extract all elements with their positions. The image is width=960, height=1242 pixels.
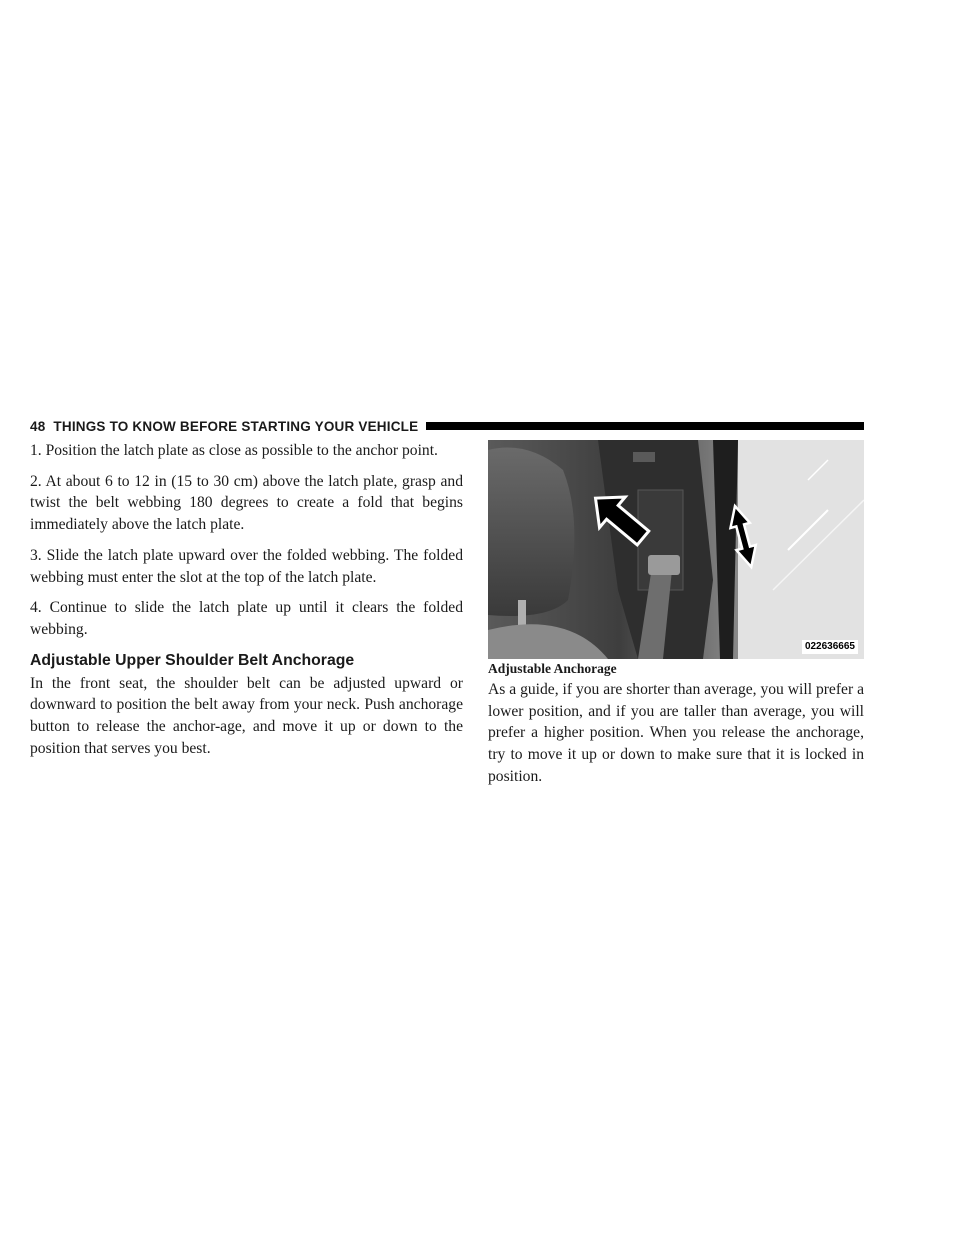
step-3: 3. Slide the latch plate upward over the folded webbing. The folded webbing must enter the slot at the top of the latch plate. — [30, 546, 463, 586]
page-number: 48 — [30, 418, 46, 434]
figure-caption: Adjustable Anchorage — [488, 661, 617, 676]
page-header — [30, 417, 864, 435]
guide-paragraph: As a guide, if you are shorter than average, you will prefer a lower position, and if you are taller than average, you will prefer a higher position. When you release the anchorage, try to move it up or down to make sure that it is locked in position. — [488, 681, 864, 785]
left-column — [30, 440, 463, 759]
header-rule — [426, 422, 864, 430]
step-4: 4. Continue to slide the latch plate up until it clears the folded webbing. — [30, 599, 463, 638]
figure-code: 022636665 — [802, 640, 858, 654]
section-title: THINGS TO KNOW BEFORE STARTING YOUR VEHICLE — [53, 418, 419, 434]
anchorage-illustration — [488, 440, 864, 659]
step-2: 2. At about 6 to 12 in (15 to 30 cm) above the latch plate, grasp and twist the belt webbing 180 degrees to create a fold that begins immediately above the latch plate. — [30, 472, 463, 534]
anchorage-paragraph: In the front seat, the shoulder belt can be adjusted upward or downward to position the belt away from your neck. Push anchorage button to release the anchor-age, and move it up or down to the position that serves you best. — [30, 674, 463, 757]
anchorage-figure — [488, 440, 864, 659]
right-column — [488, 440, 864, 788]
section-heading: Adjustable Upper Shoulder Belt Anchorage — [30, 651, 355, 669]
step-1: 1. Position the latch plate as close as possible to the anchor point. — [30, 442, 438, 459]
